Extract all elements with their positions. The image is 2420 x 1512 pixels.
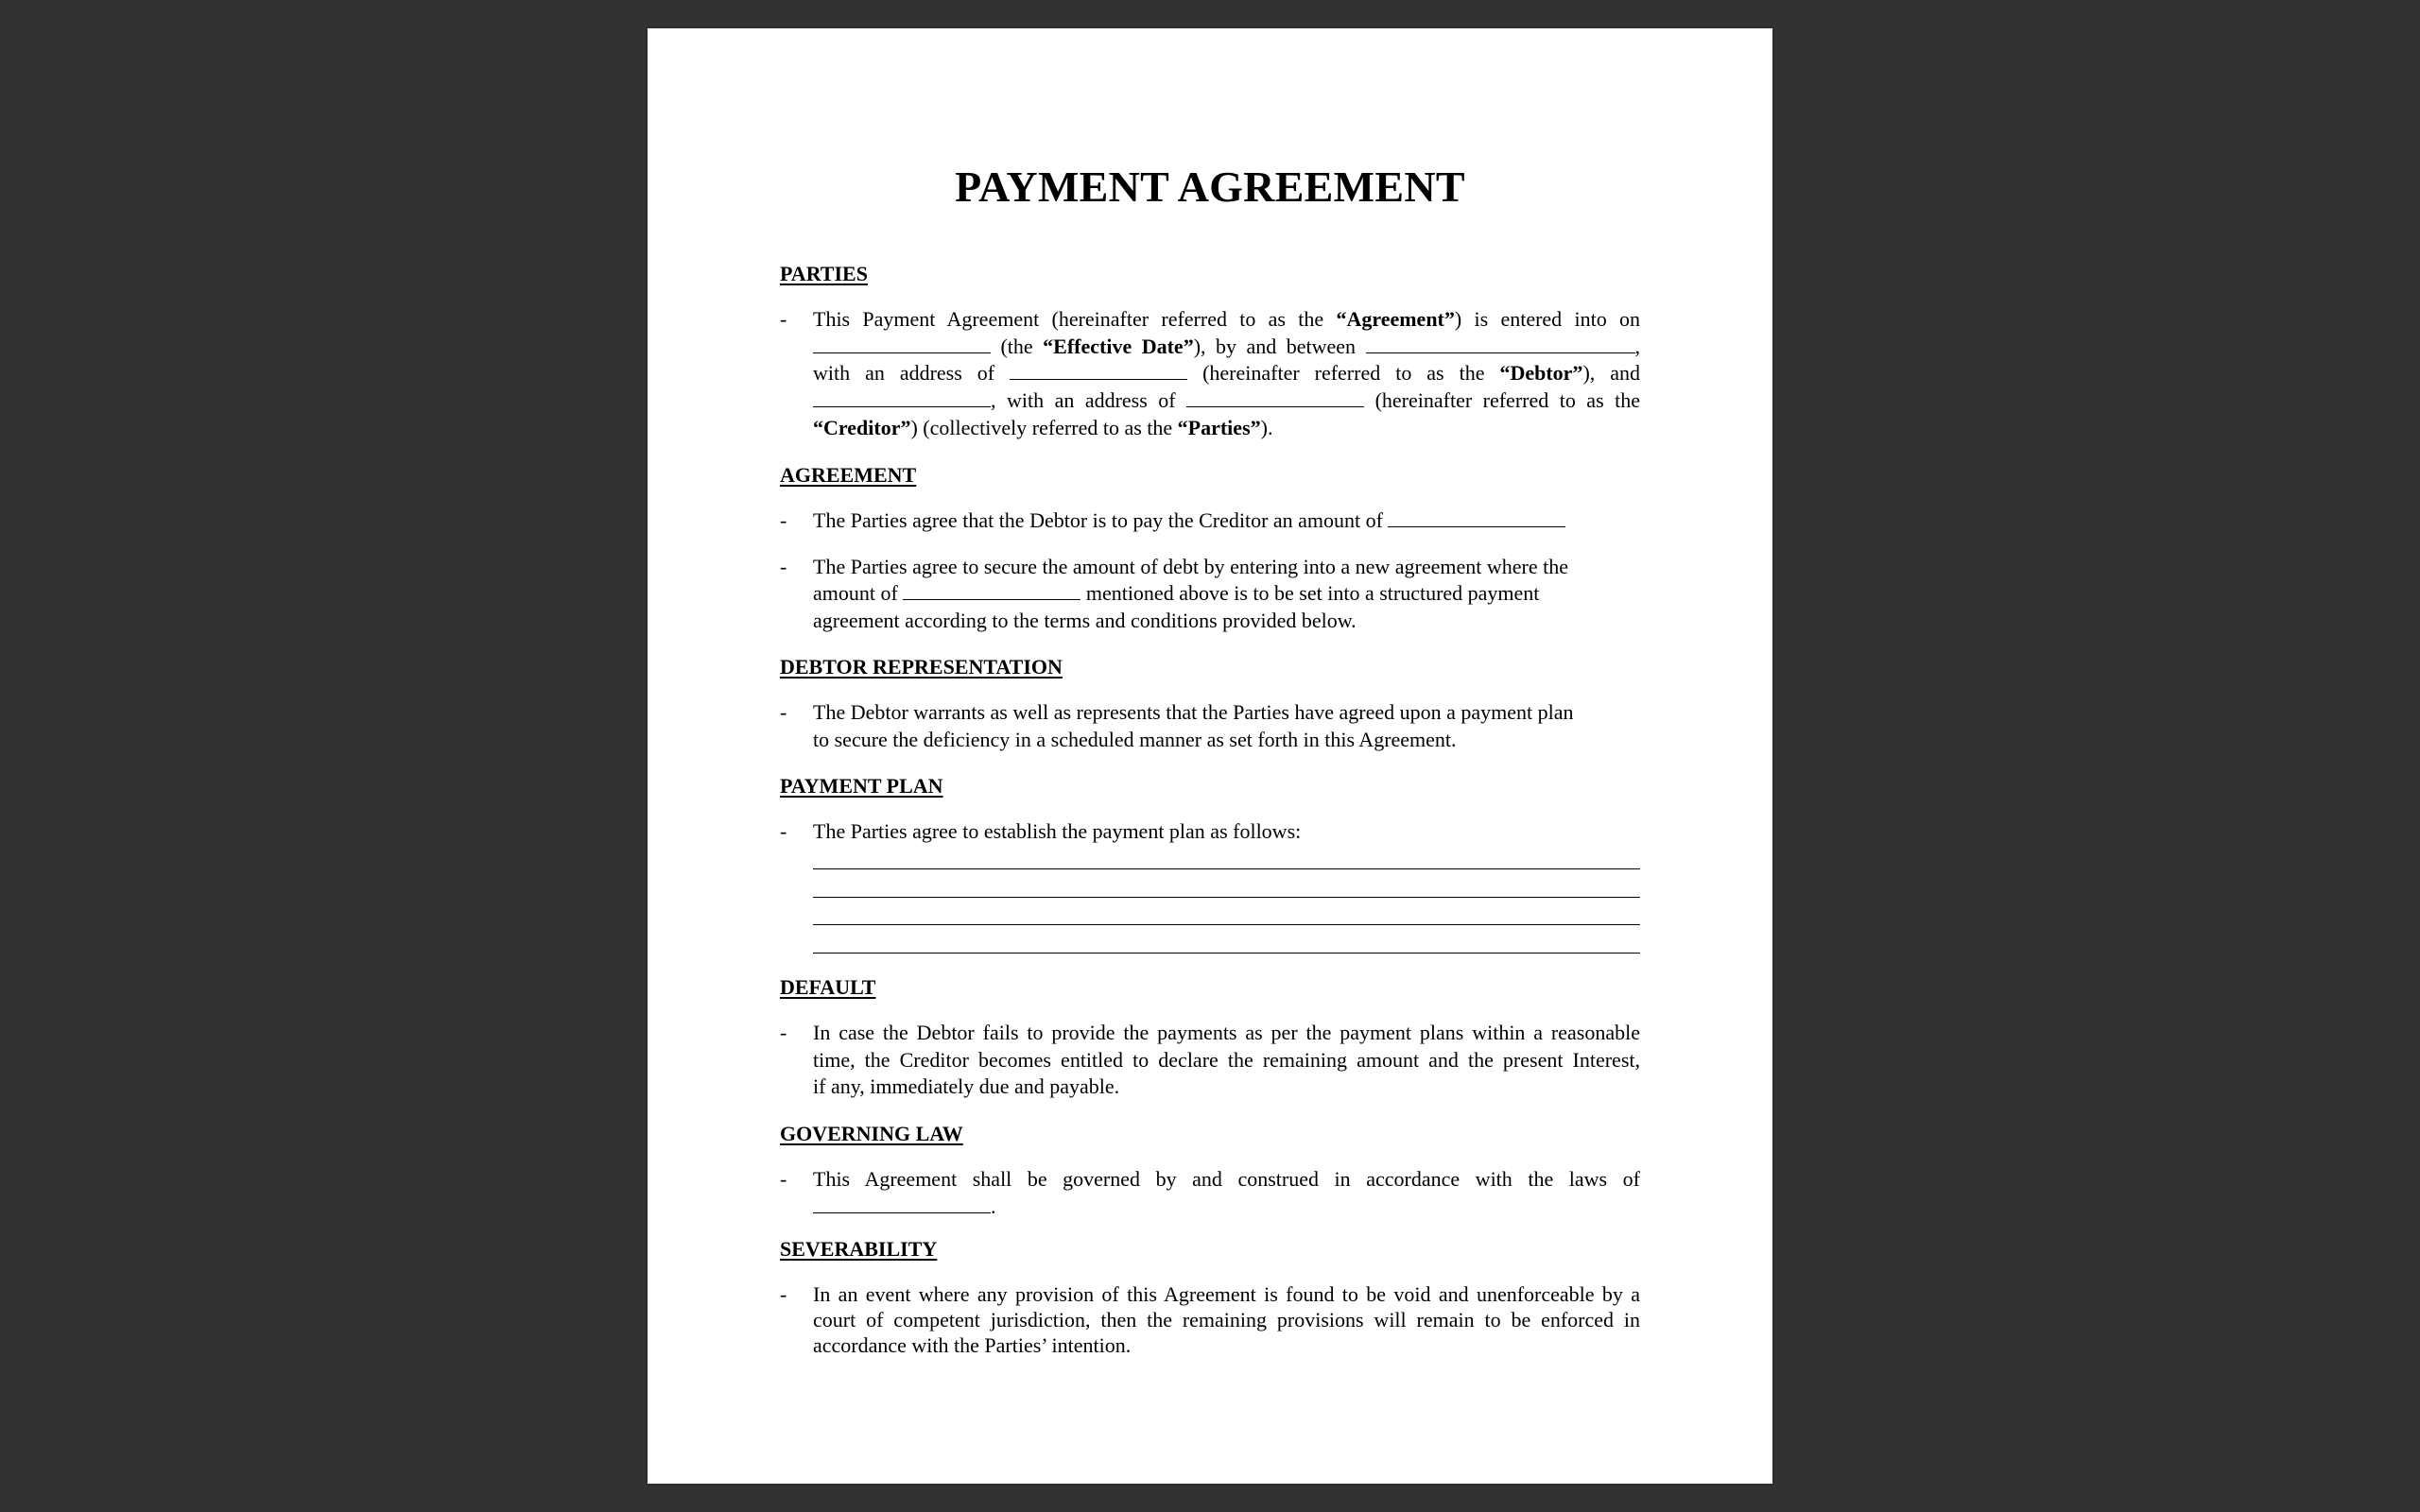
clause-line: , with an address of (hereinafter referred to as the xyxy=(813,387,1640,415)
payment-plan-line-4[interactable] xyxy=(813,925,1640,954)
bullet-dash: - xyxy=(780,554,787,578)
bullet-dash: - xyxy=(780,819,787,843)
debtor-address-blank[interactable] xyxy=(1010,362,1187,380)
bullet-dash: - xyxy=(780,1282,787,1306)
section-heading: DEBTOR REPRESENTATION xyxy=(780,655,1063,679)
section-payment-plan xyxy=(780,773,1640,954)
clause-line: (the “Effective Date”), by and between , xyxy=(813,334,1640,361)
section-parties xyxy=(780,261,1640,442)
section-heading: DEFAULT xyxy=(780,975,876,999)
secured-amount-blank[interactable] xyxy=(903,582,1080,600)
payment-plan-line-2[interactable] xyxy=(813,869,1640,898)
creditor-name-blank[interactable] xyxy=(813,389,991,407)
parties-clause xyxy=(780,306,1640,442)
section-severability xyxy=(780,1236,1640,1358)
clause-line: This Payment Agreement (hereinafter referred to as the “Agreement”) is entered into on xyxy=(813,307,1640,331)
payment-plan-blank-lines xyxy=(780,842,1640,954)
clause-line: amount of mentioned above is to be set into a structured payment xyxy=(813,581,1540,606)
payment-plan-clause: - The Parties agree to establish the payment plan as follows: xyxy=(780,818,1640,846)
clause-line: with an address of (hereinafter referred to as the “Debtor”), and xyxy=(813,361,1641,386)
severability-clause: - In an event where any provision of this Agreement is found to be void and unenforceable by a court of competent jurisdiction, then the remaining provisions will remain to be enforced in accordance with the Parties’ intention. xyxy=(780,1282,1640,1357)
amount-blank[interactable] xyxy=(1388,509,1565,527)
payment-plan-line-1[interactable] xyxy=(813,842,1640,870)
default-clause: - In case the Debtor fails to provide the payments as per the payment plans within a reasonable time, the Creditor becomes entitled to declare the remaining amount and the present Interest, if any, immediately due and payable. xyxy=(780,1021,1640,1099)
jurisdiction-blank[interactable] xyxy=(813,1195,991,1213)
agreement-clause-secure: - The Parties agree to secure the amount of debt by entering into a new agreement where the amount of mentioned above is to be set into a structured payment agreement according to the terms and conditions provided below. xyxy=(780,554,1640,635)
bullet-dash: - xyxy=(780,1167,787,1191)
document-title: PAYMENT AGREEMENT xyxy=(955,163,1465,211)
governing-law-clause: - This Agreement shall be governed by and construed in accordance with the laws of . xyxy=(780,1166,1640,1220)
bullet-dash: - xyxy=(780,700,787,724)
debtor-representation-clause: - The Debtor warrants as well as represents that the Parties have agreed upon a payment plan to secure the deficiency in a scheduled manner as set forth in this Agreement. xyxy=(780,700,1574,751)
creditor-address-blank[interactable] xyxy=(1186,389,1364,407)
agreement-clause-amount: - The Parties agree that the Debtor is to pay the Creditor an amount of xyxy=(780,507,1640,535)
debtor-name-blank[interactable] xyxy=(1366,335,1635,353)
section-heading: SEVERABILITY xyxy=(780,1237,938,1261)
section-heading: PARTIES xyxy=(780,262,868,285)
section-heading: GOVERNING LAW xyxy=(780,1122,963,1145)
section-default xyxy=(780,974,1640,1101)
bullet-dash: - xyxy=(780,1021,787,1044)
document-page xyxy=(648,28,1772,1484)
section-agreement xyxy=(780,462,1640,635)
section-heading: PAYMENT PLAN xyxy=(780,774,943,798)
payment-plan-line-3[interactable] xyxy=(813,898,1640,926)
bullet-dash: - xyxy=(780,508,787,532)
section-governing-law xyxy=(780,1121,1640,1220)
bullet-dash: - xyxy=(780,307,787,331)
effective-date-blank[interactable] xyxy=(813,335,991,353)
section-debtor-representation xyxy=(780,654,1640,753)
clause-line: . xyxy=(813,1194,1640,1221)
section-heading: AGREEMENT xyxy=(780,463,917,487)
clause-line: “Creditor”) (collectively referred to as the “Parties”). xyxy=(813,415,1273,439)
